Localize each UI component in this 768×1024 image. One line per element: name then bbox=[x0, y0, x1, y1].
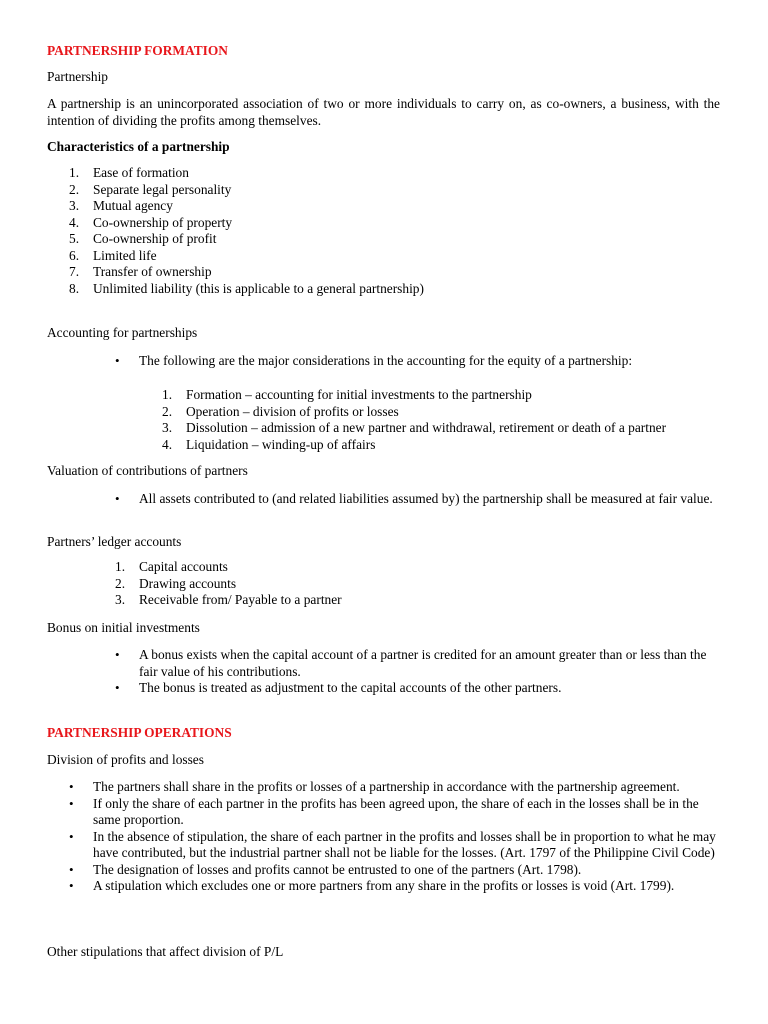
list-item: 3. Dissolution – admission of a new partner and withdrawal, retirement or death of a partner bbox=[162, 420, 667, 435]
ledger-list bbox=[115, 559, 720, 609]
list-item: 8. Unlimited liability (this is applicable to a general partnership) bbox=[69, 280, 424, 296]
list-item: • The bonus is treated as adjustment to the capital accounts of the other partners. bbox=[115, 680, 562, 695]
list-item: • The designation of losses and profits cannot be entrusted to one of the partners (Art. 1798). bbox=[69, 861, 582, 877]
list-item: 2. Operation – division of profits or losses bbox=[162, 403, 399, 419]
characteristics-list bbox=[69, 165, 720, 297]
list-item: 4. Co-ownership of property bbox=[69, 214, 233, 230]
list-item: 3. Receivable from/ Payable to a partner bbox=[115, 592, 342, 607]
list-item: • In the absence of stipulation, the share of each partner in the profits and losses shall be in proportion to what he may have contributed, but the industrial partner shall not be liable for the losses. (Art. 1797 of the Philippine Civil Code) bbox=[69, 828, 716, 860]
partnership-definition: A partnership is an unincorporated association of two or more individuals to carry on, as co-owners, a business, with the intention of dividing the profits among themselves. bbox=[47, 96, 720, 128]
section-heading-operations: PARTNERSHIP OPERATIONS bbox=[47, 725, 232, 740]
division-bullets bbox=[69, 779, 720, 895]
division-heading: Division of profits and losses bbox=[47, 752, 204, 767]
list-item: • A stipulation which excludes one or more partners from any share in the profits or losses is void (Art. 1799). bbox=[69, 878, 675, 893]
list-item: • The partners shall share in the profits or losses of a partnership in accordance with the partnership agreement. bbox=[69, 779, 680, 794]
accounting-bullets bbox=[115, 353, 720, 370]
valuation-bullets bbox=[115, 491, 720, 508]
partnership-label: Partnership bbox=[47, 69, 108, 84]
characteristics-heading: Characteristics of a partnership bbox=[47, 139, 230, 154]
list-item: • A bonus exists when the capital account of a partner is credited for an amount greater than or less than the fair value of his contributions. bbox=[115, 647, 707, 679]
list-item: 1. Capital accounts bbox=[115, 559, 228, 574]
list-item: 5. Co-ownership of profit bbox=[69, 231, 217, 246]
list-item: 1. Ease of formation bbox=[69, 165, 189, 180]
list-item: 1. Formation – accounting for initial investments to the partnership bbox=[162, 387, 532, 402]
bonus-bullets bbox=[115, 647, 720, 697]
list-item: 3. Mutual agency bbox=[69, 198, 173, 213]
list-item: • The following are the major considerations in the accounting for the equity of a partnership: bbox=[115, 353, 633, 368]
accounting-considerations-list bbox=[162, 387, 720, 453]
list-item: • All assets contributed to (and related liabilities assumed by) the partnership shall be measured at fair value. bbox=[115, 491, 713, 506]
section-heading-formation: PARTNERSHIP FORMATION bbox=[47, 43, 228, 58]
list-item: 2. Drawing accounts bbox=[115, 575, 237, 591]
valuation-heading: Valuation of contributions of partners bbox=[47, 463, 248, 478]
list-item: 7. Transfer of ownership bbox=[69, 264, 212, 279]
list-item: 2. Separate legal personality bbox=[69, 181, 232, 197]
other-stipulations-heading: Other stipulations that affect division of P/L bbox=[47, 944, 284, 959]
list-item: 4. Liquidation – winding-up of affairs bbox=[162, 436, 376, 452]
bonus-heading: Bonus on initial investments bbox=[47, 620, 200, 635]
ledger-heading: Partners’ ledger accounts bbox=[47, 534, 182, 549]
list-item: • If only the share of each partner in the profits has been agreed upon, the share of each in the losses shall be in the same proportion. bbox=[69, 795, 699, 827]
accounting-heading: Accounting for partnerships bbox=[47, 325, 198, 340]
list-item: 6. Limited life bbox=[69, 247, 157, 263]
